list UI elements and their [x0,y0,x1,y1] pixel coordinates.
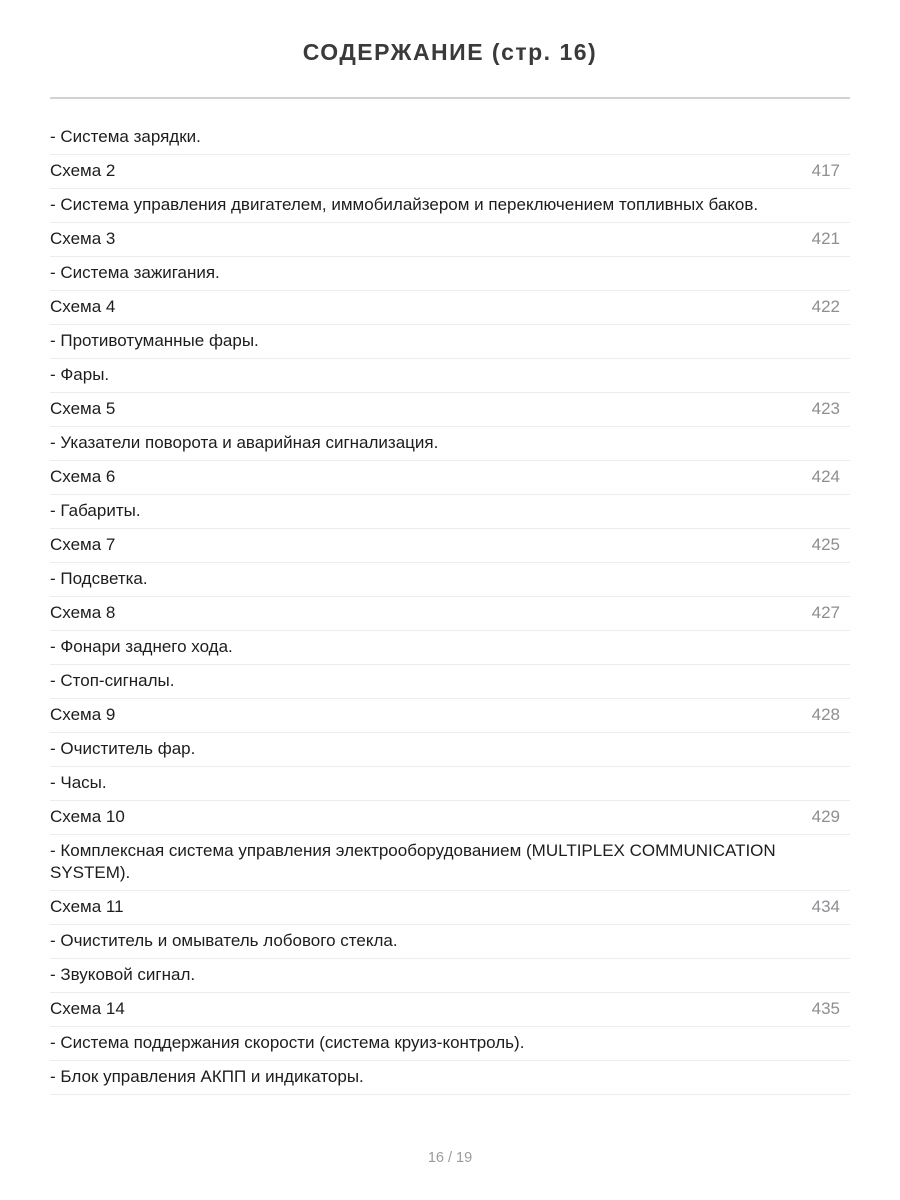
toc-row [50,631,850,665]
toc-row [50,563,850,597]
toc-row [50,155,850,189]
toc-item-label: Схема 5 [50,399,116,418]
toc-item-page: 435 [811,999,840,1018]
toc-item-label: - Система поддержания скорости (система круиз-контроль). [50,1033,525,1052]
toc-row [50,801,850,835]
toc-row [50,461,850,495]
toc-item-label: Схема 10 [50,807,125,826]
toc-item-label: - Блок управления АКПП и индикаторы. [50,1067,364,1086]
toc-item-page: 423 [811,399,840,418]
toc-item-label: Схема 14 [50,999,125,1018]
toc-item-page: 417 [811,161,840,180]
toc-item-label: Схема 11 [50,897,124,916]
toc-item-label: - Система зажигания. [50,263,220,282]
toc-row [50,891,850,925]
toc-row [50,959,850,993]
toc-row [50,189,850,223]
toc-row [50,665,850,699]
toc-row [50,733,850,767]
toc-item-label: - Фары. [50,365,110,384]
toc-row [50,993,850,1027]
toc-item-label: - Противотуманные фары. [50,331,259,350]
toc-item-label: - Звуковой сигнал. [50,965,196,984]
toc-row [50,359,850,393]
toc-item-label: Схема 9 [50,705,116,724]
toc-item-page: 428 [811,705,840,724]
toc-item-label: - Стоп-сигналы. [50,671,175,690]
toc-row [50,597,850,631]
toc-item-page: 425 [811,535,840,554]
toc-item-label: Схема 3 [50,229,116,248]
toc-row [50,1061,850,1095]
toc-row [50,767,850,801]
toc-row [50,257,850,291]
toc-row [50,427,850,461]
toc-row [50,495,850,529]
title-divider [50,97,850,99]
toc-item-label: - Очиститель и омыватель лобового стекла. [50,931,398,950]
toc-item-label: - Фонари заднего хода. [50,637,233,656]
toc-item-label: - Система зарядки. [50,127,201,146]
toc-row [50,291,850,325]
toc-item-label: - Указатели поворота и аварийная сигнализация. [50,433,439,452]
toc-item-label: - Система управления двигателем, иммобилайзером и переключением топливных баков. [50,195,759,214]
toc-row [50,223,850,257]
toc-row [50,1027,850,1061]
toc-item-page: 421 [811,229,840,248]
toc-item-label: - Габариты. [50,501,141,520]
toc-item-label: - Подсветка. [50,569,148,588]
page-indicator: 16 / 19 [427,1150,473,1166]
toc-row [50,699,850,733]
toc-item-label: - Комплексная система управления электрооборудованием (MULTIPLEX COMMUNICATION SYSTEM). [50,841,776,882]
toc-item-page: 429 [811,807,840,826]
page-title: СОДЕРЖАНИЕ (стр. 16) [302,39,598,65]
toc-item-label: - Часы. [50,773,107,792]
toc-item-label: Схема 8 [50,603,116,622]
toc-list [50,121,850,1095]
toc-row [50,529,850,563]
toc-item-label: Схема 4 [50,297,116,316]
toc-item-label: Схема 2 [50,161,116,180]
toc-row [50,835,850,891]
toc-item-page: 424 [811,467,840,486]
toc-item-label: Схема 7 [50,535,116,554]
toc-row [50,925,850,959]
toc-row [50,121,850,155]
toc-item-label: Схема 6 [50,467,116,486]
toc-item-page: 427 [811,603,840,622]
toc-row [50,325,850,359]
toc-item-label: - Очиститель фар. [50,739,196,758]
toc-item-page: 434 [811,897,840,916]
toc-item-page: 422 [811,297,840,316]
toc-row [50,393,850,427]
